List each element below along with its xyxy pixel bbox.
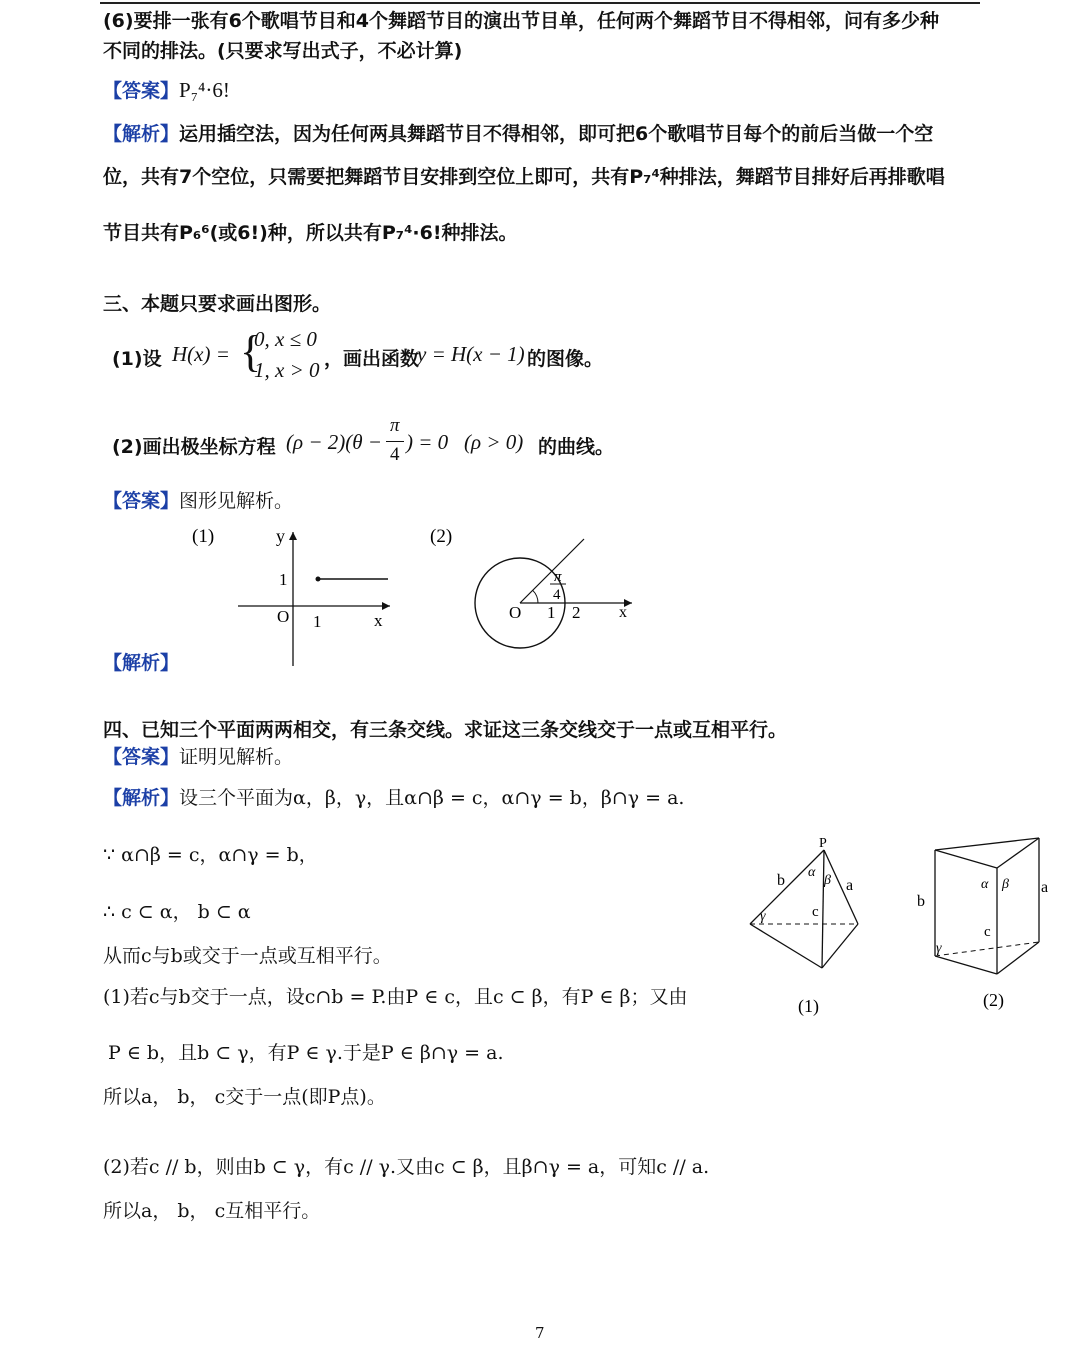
x-arrow xyxy=(382,602,390,610)
p2-expr-b: ) = 0 xyxy=(406,430,449,454)
base-edge-left xyxy=(750,924,822,968)
s4-line2: ∵ α∩β = c，α∩γ = b， xyxy=(103,844,318,866)
y-label: y xyxy=(276,526,285,546)
q6-line1: (6)要排一张有6个歌唱节目和4个舞蹈节目的演出节目单，任何两个舞蹈节目不得相邻，问有多少种 xyxy=(103,10,940,32)
answer-expr: P₇⁴·6! xyxy=(179,78,230,102)
p1-prefix: (1)设 xyxy=(112,348,162,370)
label-beta: β xyxy=(1002,877,1009,892)
p1-suffix-a: ，画出函数 xyxy=(324,348,420,370)
q6-analysis-1 xyxy=(103,119,933,146)
p2-four: 4 xyxy=(390,444,400,465)
analysis-text: 运用插空法，因为任何两具舞蹈节目不得相邻，即可把6个歌唱节目每个的前后当做一个空 xyxy=(179,123,934,145)
figA-label: (1) xyxy=(798,996,819,1016)
angle-four: 4 xyxy=(553,587,561,603)
p1-suffix-b: 的图像。 xyxy=(527,348,604,370)
tetrahedron-figure xyxy=(740,832,870,1022)
p1-func: H(x) = xyxy=(172,342,230,366)
s4-analysis-1 xyxy=(103,783,684,810)
figB-label: (2) xyxy=(983,990,1004,1010)
answer-tag: 【答案】 xyxy=(103,490,180,512)
top-rule xyxy=(100,2,980,4)
p1-case2: 1, x > 0 xyxy=(254,358,320,382)
s3-analysis-tag: 【解析】 xyxy=(103,652,180,674)
q6-analysis-2: 位，共有7个空位，只需要把舞蹈节目安排到空位上即可，共有P₇⁴种排法，舞蹈节目排好后再排歌唱 xyxy=(103,166,945,188)
p1-case1: 0, x ≤ 0 xyxy=(254,327,317,351)
analysis-tag: 【解析】 xyxy=(103,123,180,145)
s4-heading: 四、已知三个平面两两相交，有三条交线。求证这三条交线交于一点或互相平行。 xyxy=(103,719,788,741)
q6-answer xyxy=(103,76,230,103)
s3-answer xyxy=(103,486,293,513)
bottom-left-edge xyxy=(935,956,997,974)
p2-pi: π xyxy=(390,415,400,436)
p1-expr: y = H(x − 1) xyxy=(417,342,525,366)
analysis-tag: 【解析】 xyxy=(103,787,180,809)
polar-curve-graph xyxy=(420,520,640,660)
p2-suffix: 的曲线。 xyxy=(538,436,615,458)
angle-arc xyxy=(533,590,538,603)
label-b: b xyxy=(917,893,925,910)
base-edge-right xyxy=(822,924,858,968)
answer-text: 证明见解析。 xyxy=(179,746,294,768)
page-number: 7 xyxy=(535,1324,545,1342)
fraction-bar xyxy=(386,441,404,442)
tick-1-y: 1 xyxy=(279,570,288,589)
s4-line8: (2)若c // b，则由b ⊂ γ，有c // γ.又由c ⊂ β，且β∩γ = a，可知c // a. xyxy=(103,1156,710,1178)
label-p: P xyxy=(819,836,827,851)
angle-pi: π xyxy=(554,569,562,585)
q6-analysis-3: 节目共有P₆⁶(或6!)种，所以共有P₇⁴·6!种排法。 xyxy=(103,222,518,244)
s4-line6: P ∈ b，且b ⊂ γ，有P ∈ γ.于是P ∈ β∩γ = a. xyxy=(108,1042,504,1064)
s4-line4: 从而c与b或交于一点或互相平行。 xyxy=(103,945,392,967)
fig2-label: (2) xyxy=(430,526,453,547)
s4-line3: ∴ c ⊂ α， b ⊂ α xyxy=(103,901,251,923)
brace: { xyxy=(240,327,262,376)
answer-tag: 【答案】 xyxy=(103,80,180,102)
answer-tag: 【答案】 xyxy=(103,746,180,768)
label-alpha: α xyxy=(808,865,816,880)
s4-line9: 所以a， b， c互相平行。 xyxy=(103,1200,321,1222)
s4-line5: (1)若c与b交于一点，设c∩b = P.由P ∈ c，且c ⊂ β，有P ∈ β；又由 xyxy=(103,986,688,1008)
label-c: c xyxy=(812,904,819,920)
x-label: x xyxy=(374,611,383,630)
label-a: a xyxy=(846,877,854,894)
bottom-right-edge xyxy=(997,942,1039,974)
tick-2: 2 xyxy=(572,603,581,622)
label-b: b xyxy=(777,872,785,889)
s4-answer xyxy=(103,742,293,769)
label-a: a xyxy=(1041,879,1049,896)
origin-label: O xyxy=(509,603,522,622)
q6-line2: 不同的排法。(只要求写出式子，不必计算) xyxy=(103,40,463,62)
step-function-graph xyxy=(180,520,410,670)
label-gamma: γ xyxy=(760,909,766,924)
x-label: x xyxy=(619,604,627,621)
label-beta: β xyxy=(824,873,831,888)
top-back-edge xyxy=(935,838,1039,850)
edge-c xyxy=(822,850,824,968)
prism-figure xyxy=(905,828,1055,1018)
s4-line7: 所以a， b， c交于一点(即P点)。 xyxy=(103,1086,386,1108)
tick-1: 1 xyxy=(547,603,556,622)
label-alpha: α xyxy=(981,877,989,892)
p2-expr-a: (ρ − 2)(θ − xyxy=(286,430,382,454)
fig1-label: (1) xyxy=(192,526,215,547)
label-c: c xyxy=(984,924,991,940)
y-arrow xyxy=(289,532,297,540)
p2-cond: (ρ > 0) xyxy=(464,430,524,454)
p2-prefix: (2)画出极坐标方程 xyxy=(112,436,276,458)
tick-1-x: 1 xyxy=(313,612,322,631)
top-left-edge xyxy=(935,850,997,868)
s3-heading: 三、本题只要求画出图形。 xyxy=(103,293,332,315)
ray-pi-4 xyxy=(520,539,584,603)
answer-text: 图形见解析。 xyxy=(179,490,294,512)
origin-label: O xyxy=(277,607,290,626)
analysis-line: 设三个平面为α，β，γ，且α∩β = c，α∩γ = b，β∩γ = a. xyxy=(179,787,685,809)
label-gamma: γ xyxy=(936,941,942,956)
